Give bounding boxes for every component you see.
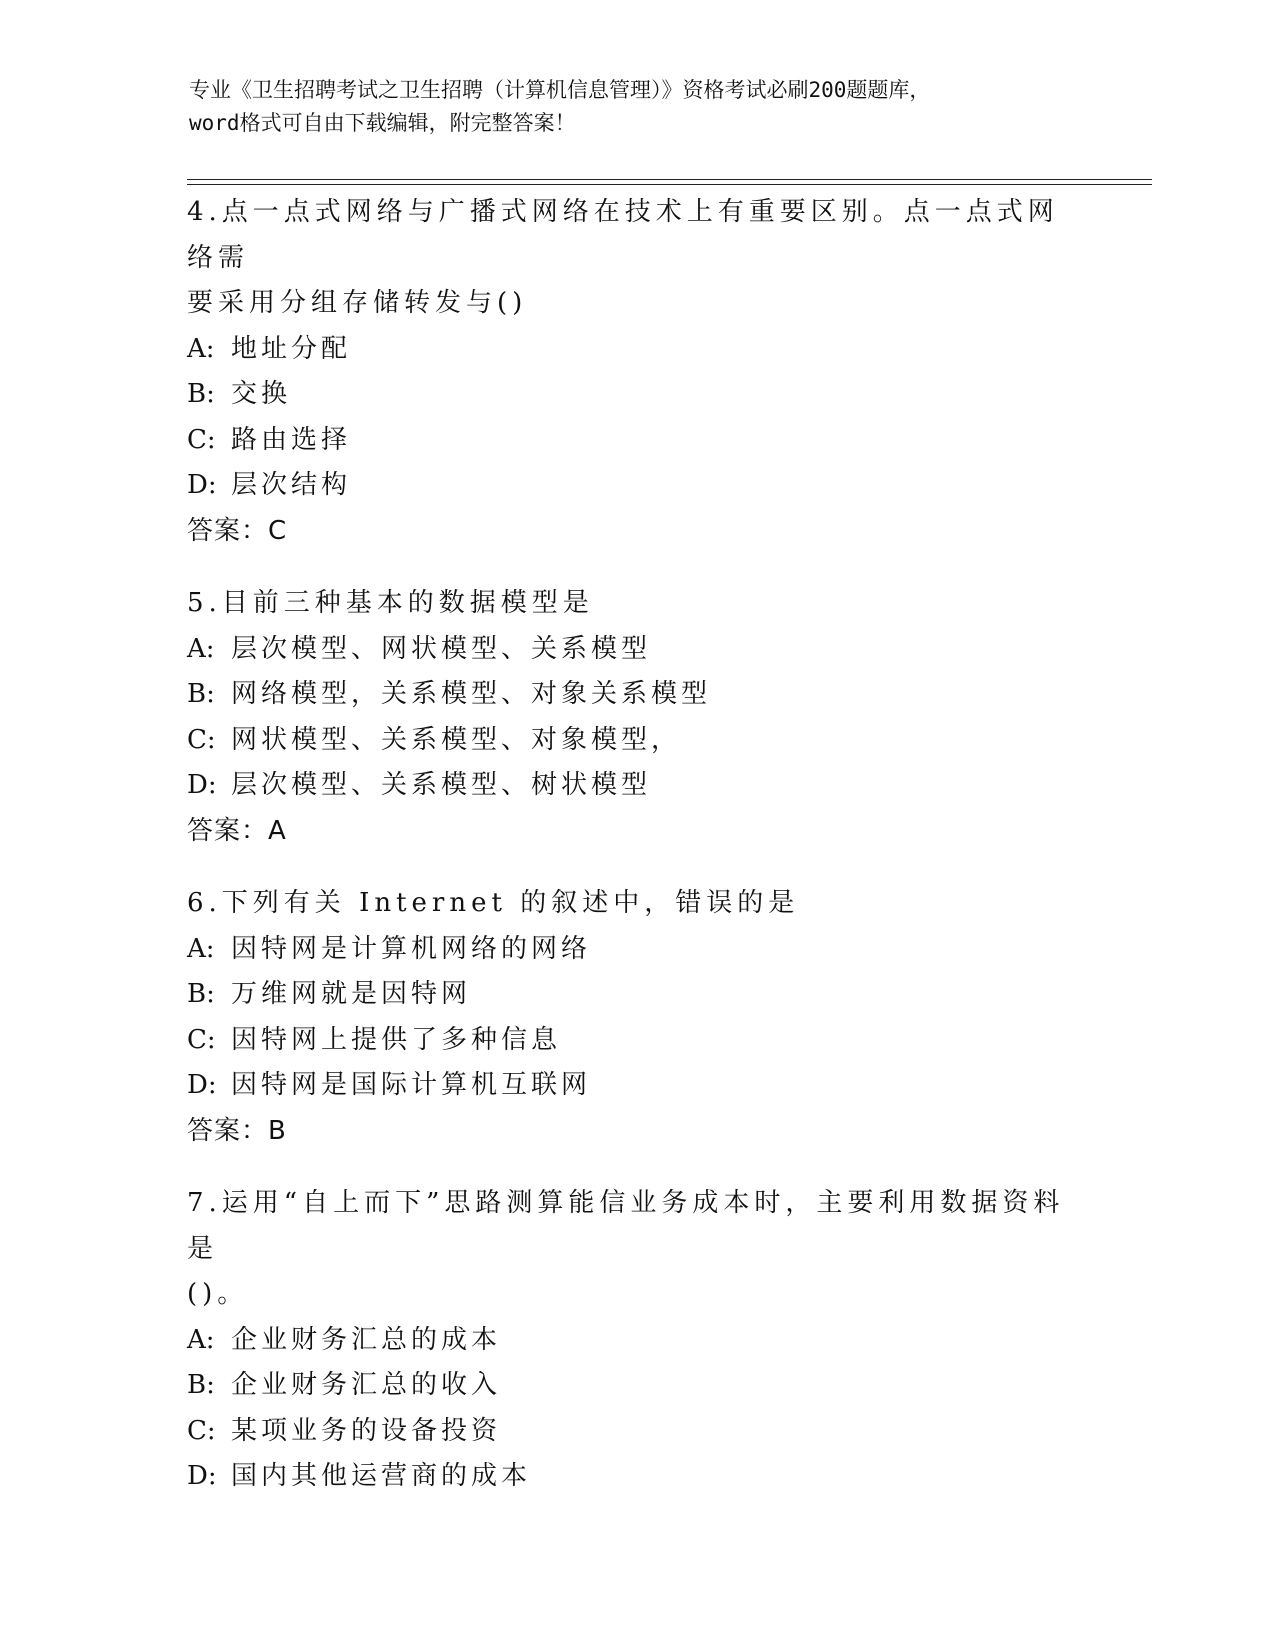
question-stem-line: 要采用分组存储转发与() [187, 288, 528, 318]
answer-line: 答案：B [187, 1115, 287, 1146]
option-letter: A: [187, 633, 215, 664]
option-letter: B: [187, 979, 215, 1009]
option-text: 地址分配 [231, 333, 352, 364]
option-text: 因特网是计算机网络的网络 [231, 933, 592, 964]
question-stem-line: 4.点一点式网络与广播式网络在技术上有重要区别。点一点式网络需 [187, 197, 1059, 273]
header-line-2: word格式可自由下载编辑，附完整答案！ [189, 111, 576, 135]
option-letter: C: [187, 1415, 216, 1446]
question-4 [187, 190, 1067, 554]
question-7 [187, 1181, 1067, 1500]
option-c [187, 1018, 1067, 1064]
option-letter: D: [187, 1461, 217, 1491]
option-text: 层次模型、关系模型、树状模型 [231, 770, 652, 800]
question-stem-line: 7.运用“自上而下”思路测算能信业务成本时，主要利用数据资料是 [187, 1188, 1065, 1264]
question-6 [187, 881, 1067, 1154]
header-divider-bottom [187, 184, 1152, 185]
option-text: 网状模型、关系模型、对象模型， [231, 724, 682, 755]
option-text: 企业财务汇总的成本 [231, 1324, 502, 1355]
option-text: 某项业务的设备投资 [231, 1415, 502, 1446]
option-text: 层次模型、网状模型、关系模型 [231, 633, 652, 664]
option-d [187, 1454, 1067, 1500]
option-letter: C: [187, 724, 216, 755]
option-a [187, 627, 1067, 673]
option-a [187, 927, 1067, 973]
option-letter: C: [187, 1024, 216, 1055]
option-b [187, 1363, 1067, 1409]
option-c [187, 1409, 1067, 1455]
option-c [187, 718, 1067, 764]
document-header [189, 74, 1069, 140]
option-letter: D: [187, 470, 217, 500]
option-d [187, 1063, 1067, 1109]
option-text: 万维网就是因特网 [231, 979, 472, 1009]
option-letter: D: [187, 1070, 217, 1100]
option-a [187, 1318, 1067, 1364]
option-d [187, 763, 1067, 809]
option-text: 因特网上提供了多种信息 [231, 1024, 562, 1055]
option-b [187, 972, 1067, 1018]
option-text: 网络模型，关系模型、对象关系模型 [231, 679, 712, 709]
header-divider-top [187, 179, 1152, 180]
option-letter: A: [187, 1324, 215, 1355]
option-letter: B: [187, 1370, 215, 1400]
question-stem-line: 6.下列有关 Internet 的叙述中，错误的是 [187, 888, 800, 918]
header-line-1: 专业《卫生招聘考试之卫生招聘（计算机信息管理）》资格考试必刷200题题库， [189, 78, 931, 102]
option-letter: B: [187, 679, 215, 709]
question-stem-line: ()。 [187, 1279, 249, 1309]
option-d [187, 463, 1067, 509]
option-text: 因特网是国际计算机互联网 [231, 1070, 592, 1100]
question-5 [187, 581, 1067, 854]
option-c [187, 418, 1067, 464]
question-stem-line: 5.目前三种基本的数据模型是 [187, 588, 594, 618]
answer-line: 答案：C [187, 515, 288, 546]
option-letter: A: [187, 933, 215, 964]
option-letter: A: [187, 333, 215, 364]
option-text: 国内其他运营商的成本 [231, 1461, 532, 1491]
question-list [187, 190, 1067, 1527]
option-letter: D: [187, 770, 217, 800]
option-b [187, 372, 1067, 418]
option-letter: C: [187, 424, 216, 455]
option-a [187, 327, 1067, 373]
option-text: 企业财务汇总的收入 [231, 1370, 502, 1400]
option-text: 交换 [231, 379, 292, 409]
option-text: 层次结构 [231, 470, 352, 500]
option-letter: B: [187, 379, 215, 409]
answer-line: 答案：A [187, 815, 287, 846]
option-text: 路由选择 [231, 424, 352, 455]
option-b [187, 672, 1067, 718]
